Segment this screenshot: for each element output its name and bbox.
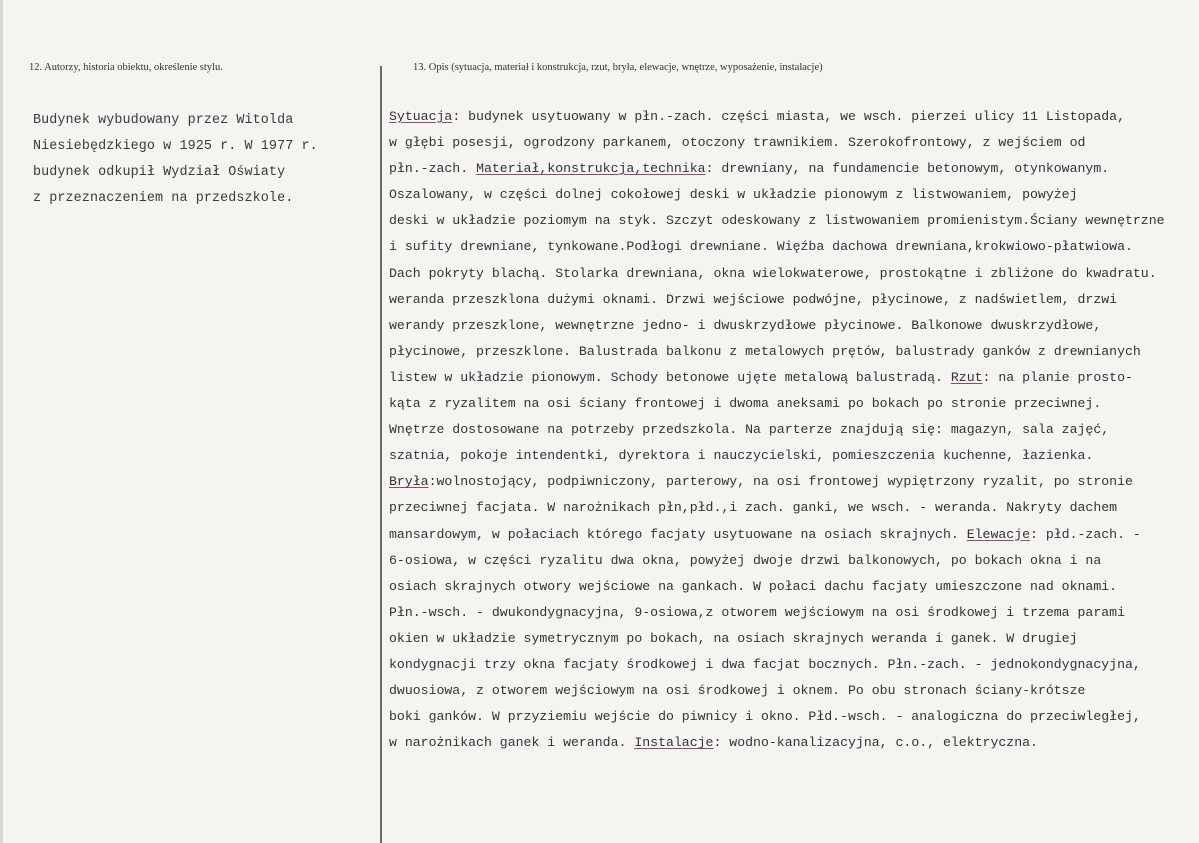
description-text-run: werandy przeszklone, wewnętrzne jedno- i dwuskrzydłowe płycinowe. Balkonowe dwuskrzydłowe, — [389, 317, 1102, 333]
description-line — [389, 156, 1189, 182]
description-text-run: Wnętrze dostosowane na potrzeby przedszkola. Na parterze znajdują się: magazyn, sala zajęć, — [389, 422, 1110, 438]
description-text-run: Płn.-wsch. - dwukondygnacyjna, 9-osiowa,z otworem wejściowym na osi środkowej i trzema parami — [389, 604, 1125, 620]
section-13-header: 13. Opis (sytuacja, materiał i konstrukcja, rzut, bryła, elewacje, wnętrze, wyposażenie, instalacje) — [413, 62, 823, 73]
description-text-run: :wolnostojący, podpiwniczony, parterowy, na osi frontowej wypiętrzony ryzalit, po stronie — [428, 474, 1133, 490]
description-text — [389, 104, 1189, 756]
description-text-run: boki ganków. W przyziemiu wejście do piwnicy i okno. Płd.-wsch. - analogiczna do przeciwległej, — [389, 709, 1141, 725]
description-line — [389, 678, 1189, 704]
description-line — [389, 208, 1189, 234]
history-line: z przeznaczeniem na przedszkole. — [33, 191, 294, 206]
description-line — [389, 548, 1189, 574]
description-text-run: : wodno-kanalizacyjna, c.o., elektryczna. — [713, 735, 1038, 751]
description-text-run: przeciwnej facjata. W narożnikach płn,płd.,i zach. ganki, we wsch. - weranda. Nakryty dachem — [389, 500, 1118, 516]
description-text-run: dwuosiowa, z otworem wejściowym na osi środkowej i oknem. Po obu stronach ściany-krótsze — [389, 683, 1086, 699]
section-keyword: Rzut — [950, 369, 983, 385]
description-text-run: 6-osiowa, w części ryzalitu dwa okna, powyżej dwoje drzwi balkonowych, po bokach okna i na — [389, 552, 1102, 568]
description-line — [389, 704, 1189, 730]
description-line — [389, 391, 1189, 417]
description-text-run: mansardowym, w połaciach którego facjaty usytuowane na osiach skrajnych. — [389, 526, 967, 542]
description-line — [389, 365, 1189, 391]
description-text-run: Dach pokryty blachą. Stolarka drewniana, okna wielokwaterowe, prostokątne i zbliżone do kwadratu. — [389, 265, 1157, 281]
history-line: budynek odkupił Wydział Oświaty — [33, 165, 286, 180]
description-line — [389, 626, 1189, 652]
section-12-header: 12. Autorzy, historia obiektu, określenie stylu. — [29, 62, 223, 73]
description-text-run: weranda przeszklona dużymi oknami. Drzwi wejściowe podwójne, płycinowe, z nadświetlem, drzwi — [389, 291, 1118, 307]
description-line — [389, 417, 1189, 443]
history-line: Budynek wybudowany przez Witolda — [33, 113, 294, 128]
description-line — [389, 495, 1189, 521]
description-line — [389, 522, 1189, 548]
section-keyword: Elewacje — [966, 526, 1031, 542]
description-text-run: płn.-zach. — [389, 161, 477, 177]
description-text-run: : na planie prosto- — [982, 369, 1133, 385]
section-keyword: Materiał,konstrukcja,technika — [476, 161, 706, 177]
description-text-run: kondygnacji trzy okna facjaty środkowej i dwa facjat bocznych. Płn.-zach. - jednokondygnacyjna, — [389, 656, 1141, 672]
description-text-run: deski w układzie poziomym na styk. Szczyt odeskowany z listwowaniem promienistym.Ściany wewnętrzne — [389, 213, 1165, 229]
description-text-run: kąta z ryzalitem na osi ściany frontowej i dwoma aneksami po bokach po stronie przeciwnej. — [389, 396, 1102, 412]
section-keyword: Bryła — [389, 474, 429, 490]
description-line — [389, 574, 1189, 600]
description-line — [389, 182, 1189, 208]
description-text-run: listew w układzie pionowym. Schody betonowe ujęte metalową balustradą. — [389, 369, 951, 385]
description-line — [389, 600, 1189, 626]
history-line: Niesiebędzkiego w 1925 r. W 1977 r. — [33, 139, 318, 154]
description-text-run: i sufity drewniane, tynkowane.Podłogi drewniane. Więźba dachowa drewniana,krokwiowo-płatwiowa. — [389, 239, 1133, 255]
description-line — [389, 234, 1189, 260]
description-line — [389, 339, 1189, 365]
history-text — [33, 108, 363, 212]
description-line — [389, 287, 1189, 313]
description-text-run: w narożnikach ganek i weranda. — [389, 735, 635, 751]
description-line — [389, 130, 1189, 156]
column-divider — [380, 66, 382, 843]
section-keyword: Instalacje — [634, 735, 714, 751]
section-keyword: Sytuacja — [389, 109, 453, 124]
description-line — [389, 443, 1189, 469]
description-line — [389, 104, 1189, 130]
description-text-run: Oszalowany, w części dolnej cokołowej deski w układzie pionowym z listwowaniem, powyżej — [389, 187, 1078, 203]
description-text-run: w głębi posesji, ogrodzony parkanem, otoczony trawnikiem. Szerokofrontowy, z wejściem od — [389, 135, 1086, 151]
description-line — [389, 730, 1189, 756]
description-line — [389, 313, 1189, 339]
description-text-run: : budynek usytuowany w płn.-zach. części miasta, we wsch. pierzei ulicy 11 Listopada, — [452, 109, 1125, 124]
description-text-run: szatnia, pokoje intendentki, dyrektora i nauczycielski, pomieszczenia kuchenne, łazienka. — [389, 448, 1094, 464]
description-line — [389, 261, 1189, 287]
description-text-run: : płd.-zach. - — [1030, 526, 1141, 542]
description-text-run: okien w układzie symetrycznym po bokach, na osiach skrajnych weranda i ganek. W drugiej — [389, 630, 1078, 646]
description-line — [389, 469, 1189, 495]
description-text-run: osiach skrajnych otwory wejściowe na gankach. W połaci dachu facjaty umieszczone nad oknami. — [389, 578, 1118, 594]
description-text-run: : drewniany, na fundamencie betonowym, otynkowanym. — [705, 161, 1110, 177]
description-text-run: płycinowe, przeszklone. Balustrada balkonu z metalowych prętów, balustrady ganków z drewnianych — [389, 343, 1141, 359]
description-line — [389, 652, 1189, 678]
